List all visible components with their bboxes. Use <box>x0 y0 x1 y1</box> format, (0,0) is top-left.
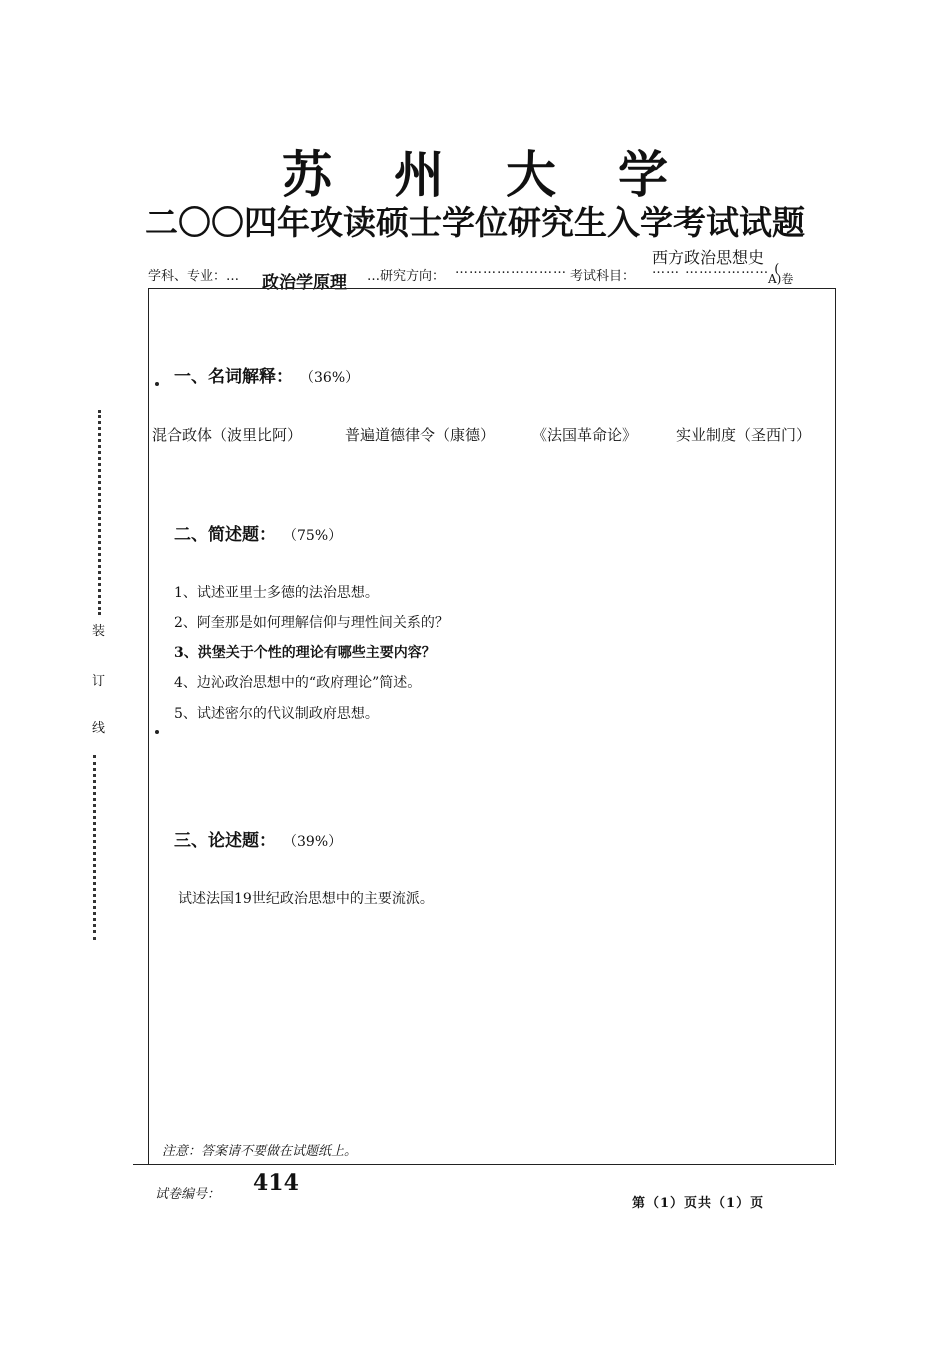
scan-speck <box>155 730 159 734</box>
research-direction-dots: …………………… <box>455 262 567 277</box>
binding-dotted-line <box>93 755 96 940</box>
definition-term: 《法国革命论》 <box>532 426 638 444</box>
definition-term: 普遍道德律令（康德） <box>345 426 496 444</box>
discipline-value: 政治学原理 <box>262 273 347 293</box>
scan-speck <box>155 382 159 386</box>
binding-dotted-line <box>98 410 101 615</box>
question-item: 4、边沁政治思想中的“政府理论”简述。 <box>174 675 422 691</box>
question-item: 5、试述密尔的代议制政府思想。 <box>174 706 379 722</box>
section-score: （36%） <box>307 370 360 386</box>
essay-question: 试述法国19世纪政治思想中的主要流派。 <box>178 891 434 907</box>
binding-char: 线 <box>92 721 106 736</box>
question-item: 3、洪堡关于个性的理论有哪些主要内容？ <box>174 645 436 661</box>
section-essay-heading <box>174 826 342 851</box>
section-short-answer-heading <box>174 520 342 545</box>
section-score: （75%） <box>290 528 343 544</box>
question-item: 2、阿奎那是如何理解信仰与理性间关系的？ <box>174 615 449 631</box>
subject-label: 考试科目： <box>570 269 636 284</box>
subject-dots: …… ……………… ( <box>652 262 781 277</box>
section-definitions-heading <box>174 362 359 387</box>
paper-version-label: A)卷 <box>768 272 794 286</box>
subject-value: 西方政治思想史 <box>652 248 765 267</box>
section-title: 三、论述题： <box>174 831 276 851</box>
research-direction-label: …研究方向： <box>367 269 446 284</box>
frame-bottom-rule <box>133 1164 834 1165</box>
section-title: 一、名词解释： <box>174 367 293 387</box>
question-item: 1、试述亚里士多德的法治思想。 <box>174 585 379 601</box>
answer-note: 注意：答案请不要做在试题纸上。 <box>162 1144 358 1159</box>
definition-term: 实业制度（圣西门） <box>676 426 812 444</box>
question-frame <box>148 288 836 1165</box>
binding-char: 订 <box>92 674 106 689</box>
section-score: （39%） <box>290 834 343 850</box>
binding-char: 装 <box>92 624 106 639</box>
paper-number-label: 试卷编号： <box>155 1187 221 1202</box>
university-name: 苏州大学 <box>282 145 730 204</box>
page-info: 第（1）页共（1）页 <box>632 1196 765 1211</box>
exam-title: 二〇〇四年攻读硕士学位研究生入学考试试题 <box>145 203 805 242</box>
discipline-label: 学科、专业：… <box>148 269 240 284</box>
paper-number: 414 <box>253 1170 299 1196</box>
definition-term: 混合政体（波里比阿） <box>152 426 303 444</box>
section-title: 二、简述题： <box>174 525 276 545</box>
